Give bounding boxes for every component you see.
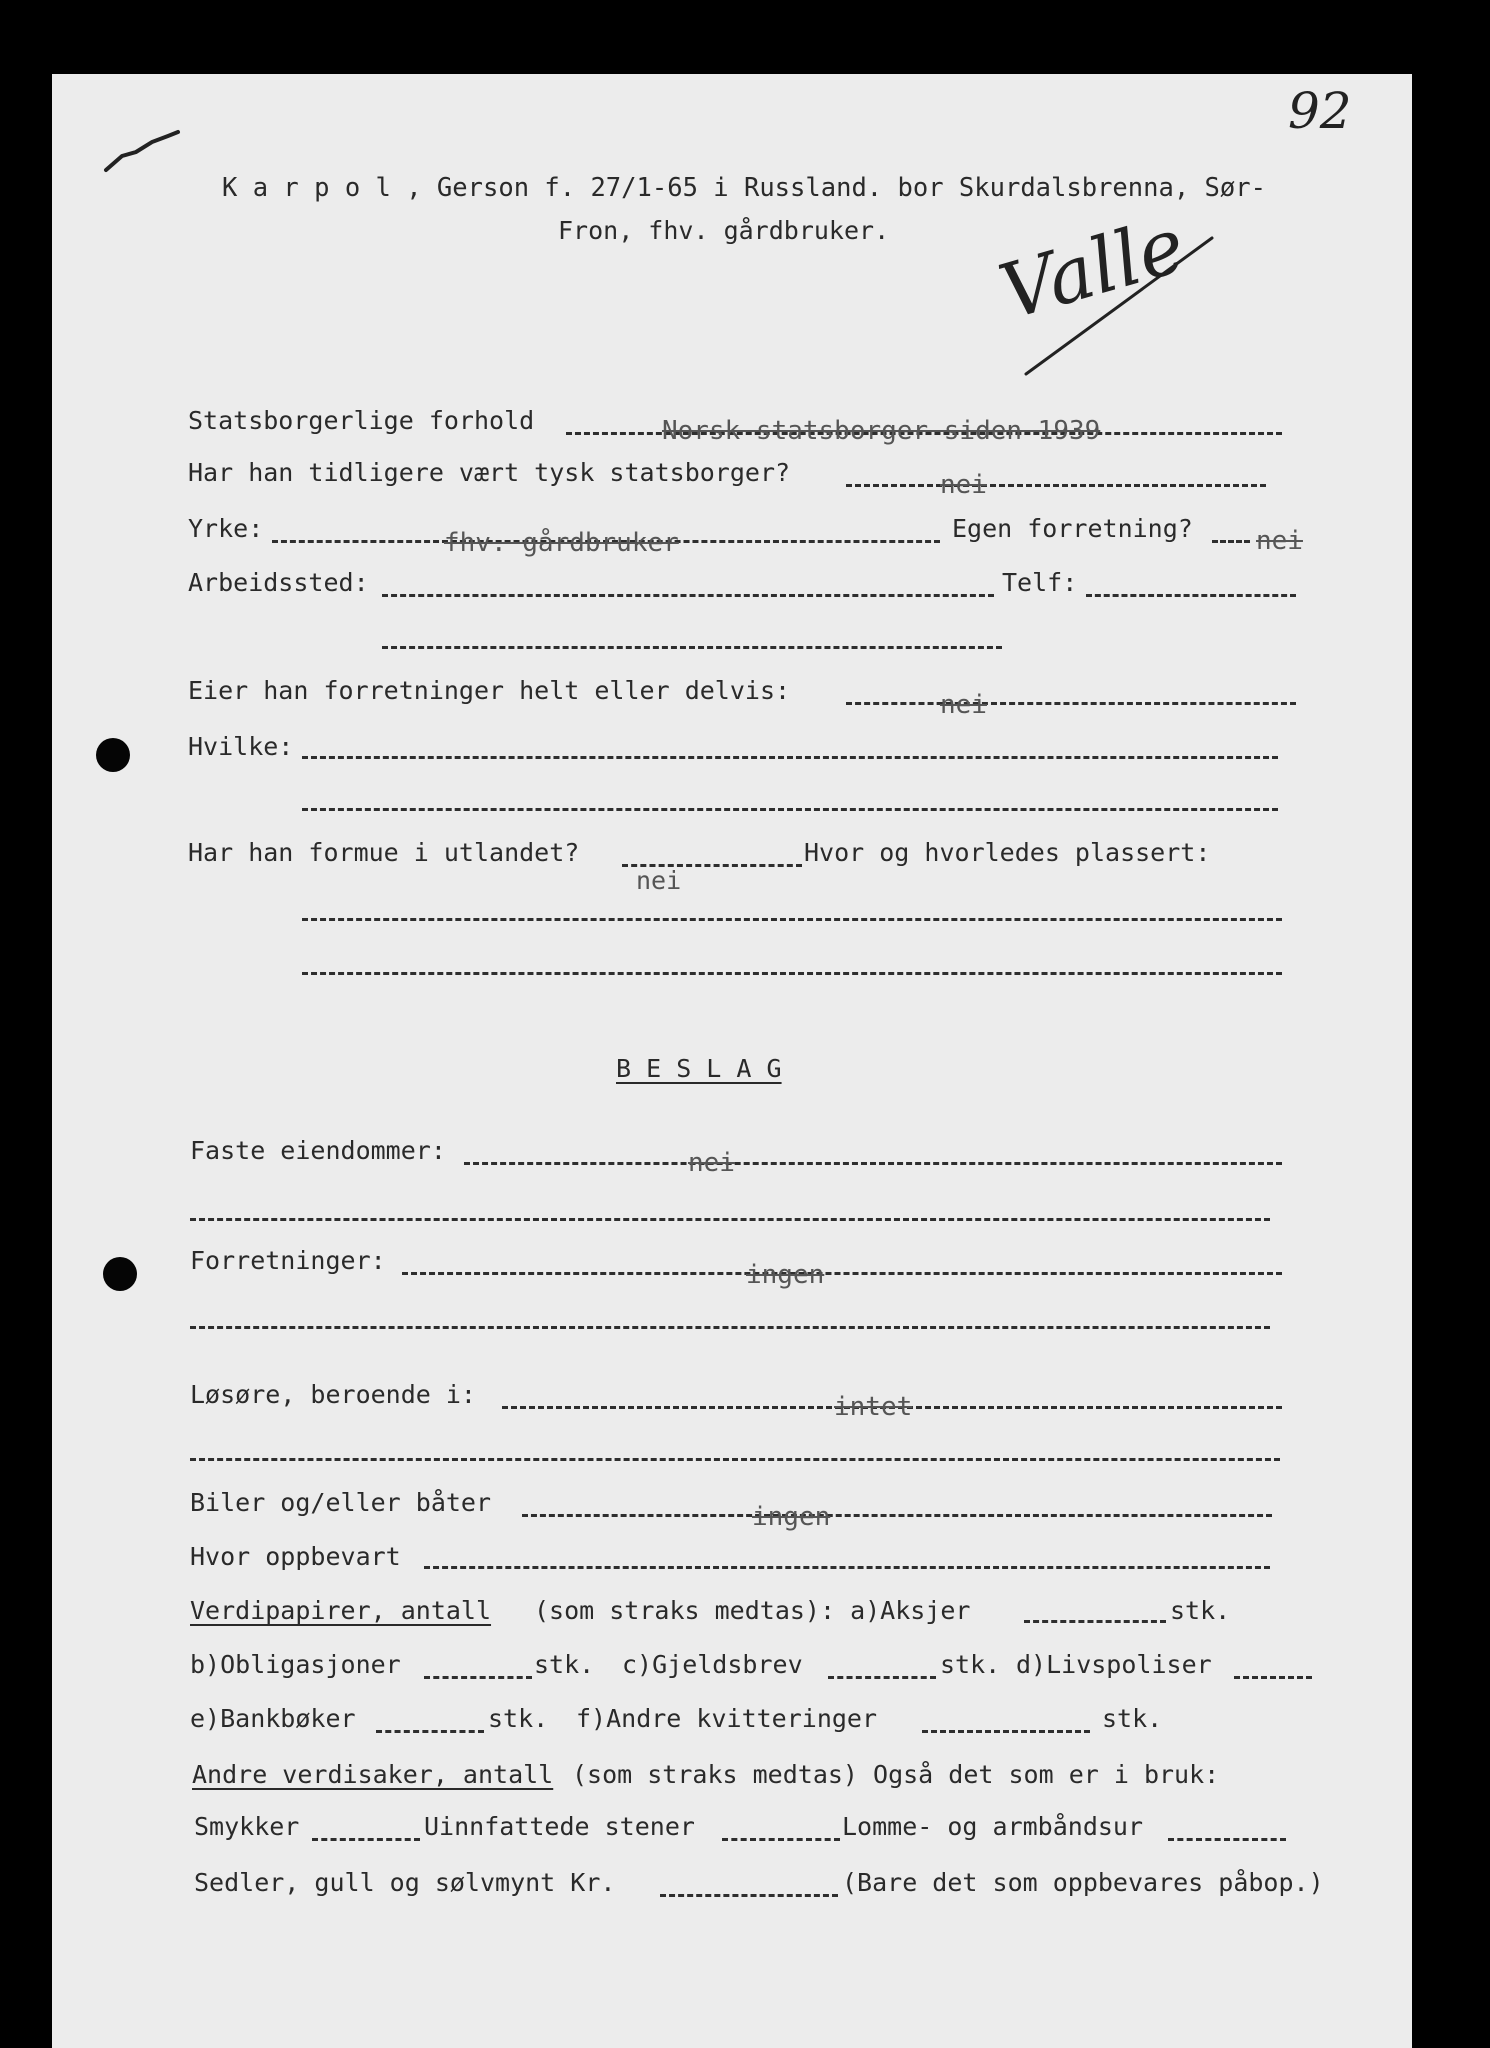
aksjer-stk: stk. [1170,1596,1231,1625]
lommeur-line [1168,1838,1286,1841]
statsborgerlige-label: Statsborgerlige forhold [188,406,535,435]
punch-hole-bottom [103,1257,137,1291]
livspoliser-label: d)Livspoliser [1016,1650,1212,1679]
hvilke-label: Hvilke: [188,732,294,761]
gjeldsbrev-stk: stk. [940,1650,1001,1679]
lommeur-label: Lomme- og armbåndsur [842,1812,1144,1841]
arbeidssted-label: Arbeidssted: [188,568,369,597]
andre-verdisaker-note: (som straks medtas) Også det som er i bruk: [572,1760,1220,1789]
page-number: 92 [1288,82,1352,140]
tysk-value: nei [940,470,987,500]
andre-kvitteringer-label: f)Andre kvitteringer [576,1704,878,1733]
obligasjoner-stk: stk. [534,1650,595,1679]
header-line-1: K a r p o l , Gerson f. 27/1-65 i Russland. bor Skurdalsbrenna, Sør- [222,173,1266,203]
hvor-oppbevart-label: Hvor oppbevart [190,1542,401,1571]
header-line-2: Fron, fhv. gårdbruker. [558,216,890,245]
hvilke-line [302,756,1278,759]
bare-det-note: (Bare det som oppbevares påbop.) [842,1868,1324,1897]
punch-hole-top [96,738,130,772]
obligasjoner-label: b)Obligasjoner [190,1650,401,1679]
formue-label: Har han formue i utlandet? [188,838,580,867]
gjeldsbrev-line [828,1676,936,1679]
biler-label: Biler og/eller båter [190,1488,492,1517]
hvilke-line-2 [302,808,1278,811]
andre-verdisaker-label: Andre verdisaker, antall [192,1760,554,1789]
losore-line-2 [190,1458,1280,1461]
handwritten-underline [1020,232,1220,382]
andre-kvitteringer-line [922,1730,1090,1733]
faste-line [464,1162,1282,1165]
eier-line [846,702,1296,705]
verdipapirer-note: (som straks medtas): a)Aksjer [534,1596,971,1625]
statsborgerlige-value: Norsk statsborger siden 1939 [662,416,1101,446]
biler-line [522,1514,1272,1517]
telf-label: Telf: [1002,568,1078,597]
bankboker-stk: stk. [488,1704,549,1733]
beslag-heading: B E S L A G [616,1054,782,1083]
obligasjoner-line [424,1676,532,1679]
plassert-line-2 [302,972,1282,975]
uinnfattede-label: Uinnfattede stener [424,1812,695,1841]
forretninger-value: ingen [746,1260,825,1290]
forretninger-line [402,1272,1282,1275]
livspoliser-line [1234,1676,1312,1679]
aksjer-line [1024,1620,1166,1623]
plassert-line-1 [302,918,1282,921]
eier-value: nei [940,690,987,720]
biler-value: ingen [752,1502,831,1532]
bankboker-label: e)Bankbøker [190,1704,356,1733]
bankboker-line [376,1730,484,1733]
andre-kvitteringer-stk: stk. [1102,1704,1163,1733]
scribble-mark [102,126,182,176]
tysk-line [846,484,1266,487]
forretninger-line-2 [190,1326,1270,1329]
gjeldsbrev-label: c)Gjeldsbrev [622,1650,803,1679]
forretninger-label: Forretninger: [190,1246,386,1275]
faste-label: Faste eiendommer: [190,1136,446,1165]
losore-label: Løsøre, beroende i: [190,1380,476,1409]
arbeidssted-line-2 [382,646,1002,649]
arbeidssted-line [382,594,994,597]
sedler-line [660,1894,838,1897]
losore-value: intet [834,1392,913,1422]
uinnfattede-line [722,1838,840,1841]
handwritten-name: Valle [990,199,1195,337]
hvor-plassert-label: Hvor og hvorledes plassert: [804,838,1211,867]
faste-line-2 [190,1218,1270,1221]
smykker-line [312,1838,420,1841]
egen-forretning-value: nei [1256,526,1303,556]
sedler-label: Sedler, gull og sølvmynt Kr. [194,1868,616,1897]
yrke-label: Yrke: [188,514,264,543]
formue-value: nei [636,866,682,895]
yrke-value: fhv. gårdbruker [444,528,679,558]
eier-label: Eier han forretninger helt eller delvis: [188,676,791,705]
hvor-oppbevart-line [424,1566,1270,1569]
faste-value: nei [688,1148,735,1178]
smykker-label: Smykker [194,1812,300,1841]
egen-forretning-label: Egen forretning? [952,514,1193,543]
tysk-label: Har han tidligere vært tysk statsborger? [188,458,791,487]
telf-line [1086,594,1296,597]
egen-forretning-line [1212,540,1250,543]
verdipapirer-label: Verdipapirer, antall [190,1596,492,1625]
